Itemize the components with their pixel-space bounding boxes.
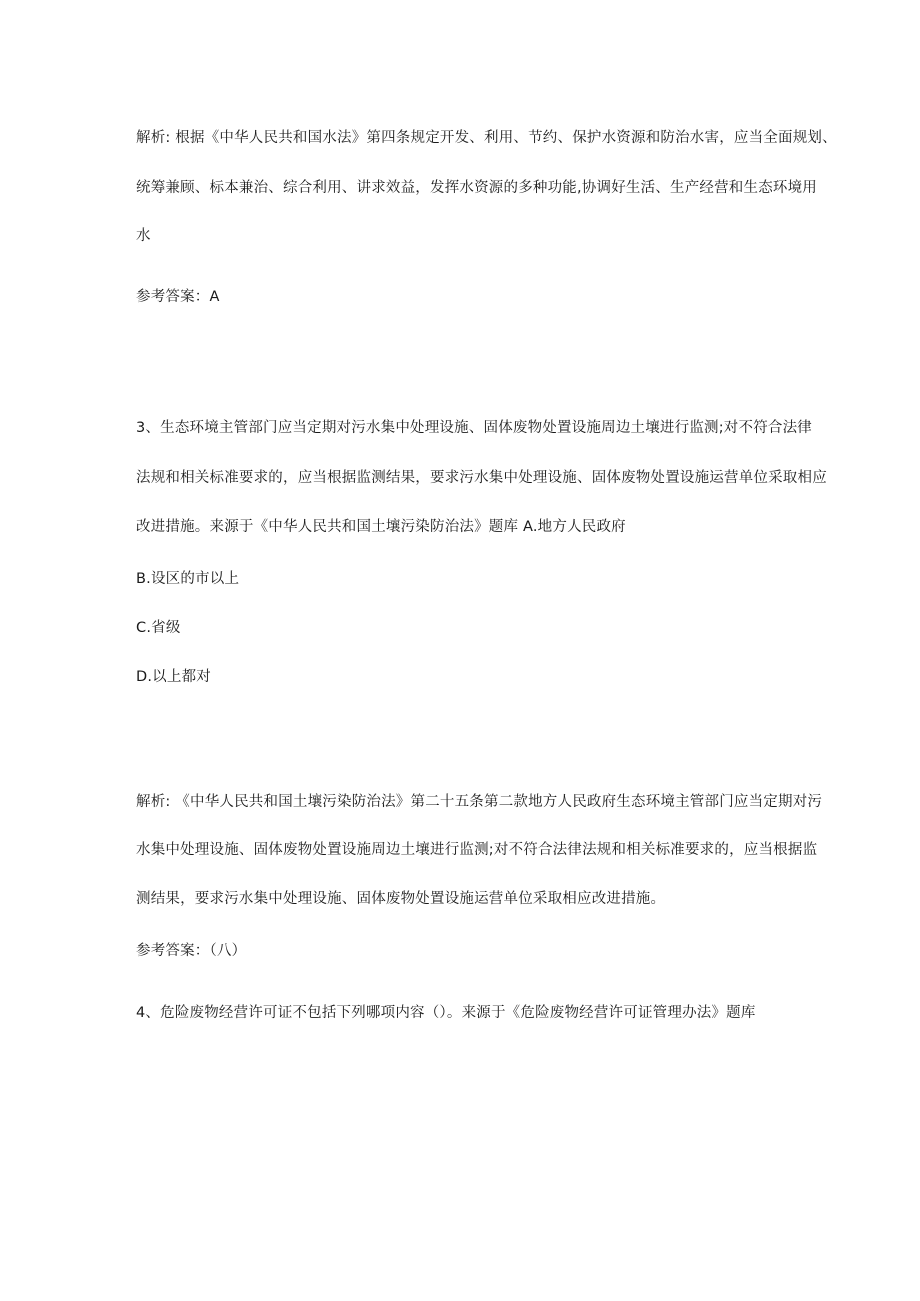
q3-option-b: B.设区的市以上 xyxy=(136,571,240,587)
q3-analysis-line-3: 测结果，要求污水集中处理设施、固体废物处置设施运营单位采取相应改进措施。 xyxy=(136,891,666,907)
q3-question-line-2: 法规和相关标准要求的，应当根据监测结果，要求污水集中处理设施、固体废物处置设施运营单位采取相应 xyxy=(136,470,827,486)
q3-question-line-1: 3、生态环境主管部门应当定期对污水集中处理设施、固体废物处置设施周边土壤进行监测;对不符合法律 xyxy=(136,420,813,436)
q3-answer: 参考答案：（八） xyxy=(136,943,247,959)
q2-analysis-line-1: 解析: 根据《中华人民共和国水法》第四条规定开发、利用、节约、保护水资源和防治水害，应当全面规划、 xyxy=(136,130,837,146)
q2-analysis-line-3: 水 xyxy=(136,228,151,244)
q3-question-line-3: 改进措施。来源于《中华人民共和国土壤污染防治法》题库 A.地方人民政府 xyxy=(136,519,626,535)
q3-analysis-line-1: 解析: 《中华人民共和国土壤污染防治法》第二十五条第二款地方人民政府生态环境主管部门应当定期对污 xyxy=(136,794,823,810)
q3-option-d: D.以上都对 xyxy=(136,669,211,685)
q3-option-c: C.省级 xyxy=(136,620,181,636)
q2-analysis-line-2: 统筹兼顾、标本兼治、综合利用、讲求效益，发挥水资源的多种功能,协调好生活、生产经营和生态环境用 xyxy=(136,180,818,196)
q2-answer: 参考答案：A xyxy=(136,289,220,305)
q3-analysis-line-2: 水集中处理设施、固体废物处置设施周边土壤进行监测;对不符合法律法规和相关标准要求的，应当根据监 xyxy=(136,842,818,858)
q4-question-line-1: 4、危险废物经营许可证不包括下列哪项内容（）。来源于《危险废物经营许可证管理办法》题库 xyxy=(136,1005,756,1021)
